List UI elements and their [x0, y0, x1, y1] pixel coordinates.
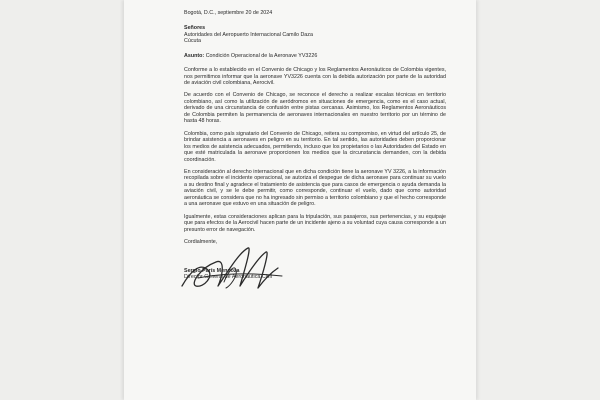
paragraph-1: Conforme a lo establecido en el Convenio de Chicago y los Reglamentos Aeronáuticos de Colombia vigentes, nos permitimos informar que la aeronave YV3226 cuenta con la debida autorización por parte de la autoridad de aviación civil colombiana, Aerocivil. [184, 67, 446, 87]
salutation: Señores [184, 25, 206, 32]
recipient-name: Autoridades del Aeropuerto Internacional Camilo Daza [184, 31, 313, 38]
closing: Cordialmente, [184, 239, 218, 246]
letter-body [184, 10, 446, 304]
letter-page [124, 0, 476, 400]
subject-label: Asunto: [184, 52, 205, 59]
subject-line [184, 53, 446, 59]
signer-name: Sergio París Mendoza [184, 267, 240, 274]
paragraph-5: Igualmente, estas consideraciones aplican para la tripulación, sus pasajeros, sus pertenencias, y su equipaje que para efectos de la Aerocivil hacen parte de un incidente ajeno a su voluntad cuya causa corresponde a un presunto error de navegación. [184, 213, 446, 233]
signature-block [184, 264, 446, 304]
paragraph-3: Colombia, como país signatario del Convenio de Chicago, reitera su compromiso, en virtud del artículo 25, de brindar asistencia a aeronaves en peligro en su territorio. En tal sentido, las autoridades deben proporcionar los medios de asistencia adecuados, permitiendo, incluso que los propietarios o las Autoridades del Estado en que esté matriculada la aeronave proporcionen los medios que la circunstancia demanden, con la debida coordinación. [184, 130, 446, 163]
paragraph-2: De acuerdo con el Convenio de Chicago, se reconoce el derecho a realizar escalas técnicas en territorio colombiano, así como la utilización de aeródromos en situaciones de emergencia, como es el caso actual, derivado de una circunstancia de confusión entre pistas cercanas. Asimismo, los Reglamentos Aeronáuticos de Colombia permiten la permanencia de aeronaves internacionales en nuestro territorio por un término de hasta 48 horas. [184, 92, 446, 125]
addressee-block [184, 25, 446, 44]
background-right [476, 0, 600, 400]
recipient-city: Cúcuta [184, 38, 201, 45]
signer-info [184, 268, 272, 281]
date-line: Bogotá, D.C., septiembre 20 de 2024 [184, 10, 273, 16]
background-left [0, 0, 124, 400]
signer-title: Director General de Aeronáutica Civil [184, 274, 272, 281]
paragraph-4: En consideración al derecho internacional que en dicha condición tiene la aeronave YV 3226, a la información recopilada sobre el incidente operacional, se autoriza el despegue de dicha aeronave para continuar su vuelo a su destino final y agradece el tratamiento de asistencia que para casos de emergencia o ayuda demanda la aviación civil, y se le debe permitir, como corresponde, continuar el vuelo, dado que como autoridad aeronáutica se considera que no ha ingresado sin permiso a territorio colombiano y que el hecho corresponde a una aeronave que estuvo en una situación de peligro. [184, 169, 446, 208]
subject-text: Condición Operacional de la Aeronave YV3226 [205, 52, 318, 59]
